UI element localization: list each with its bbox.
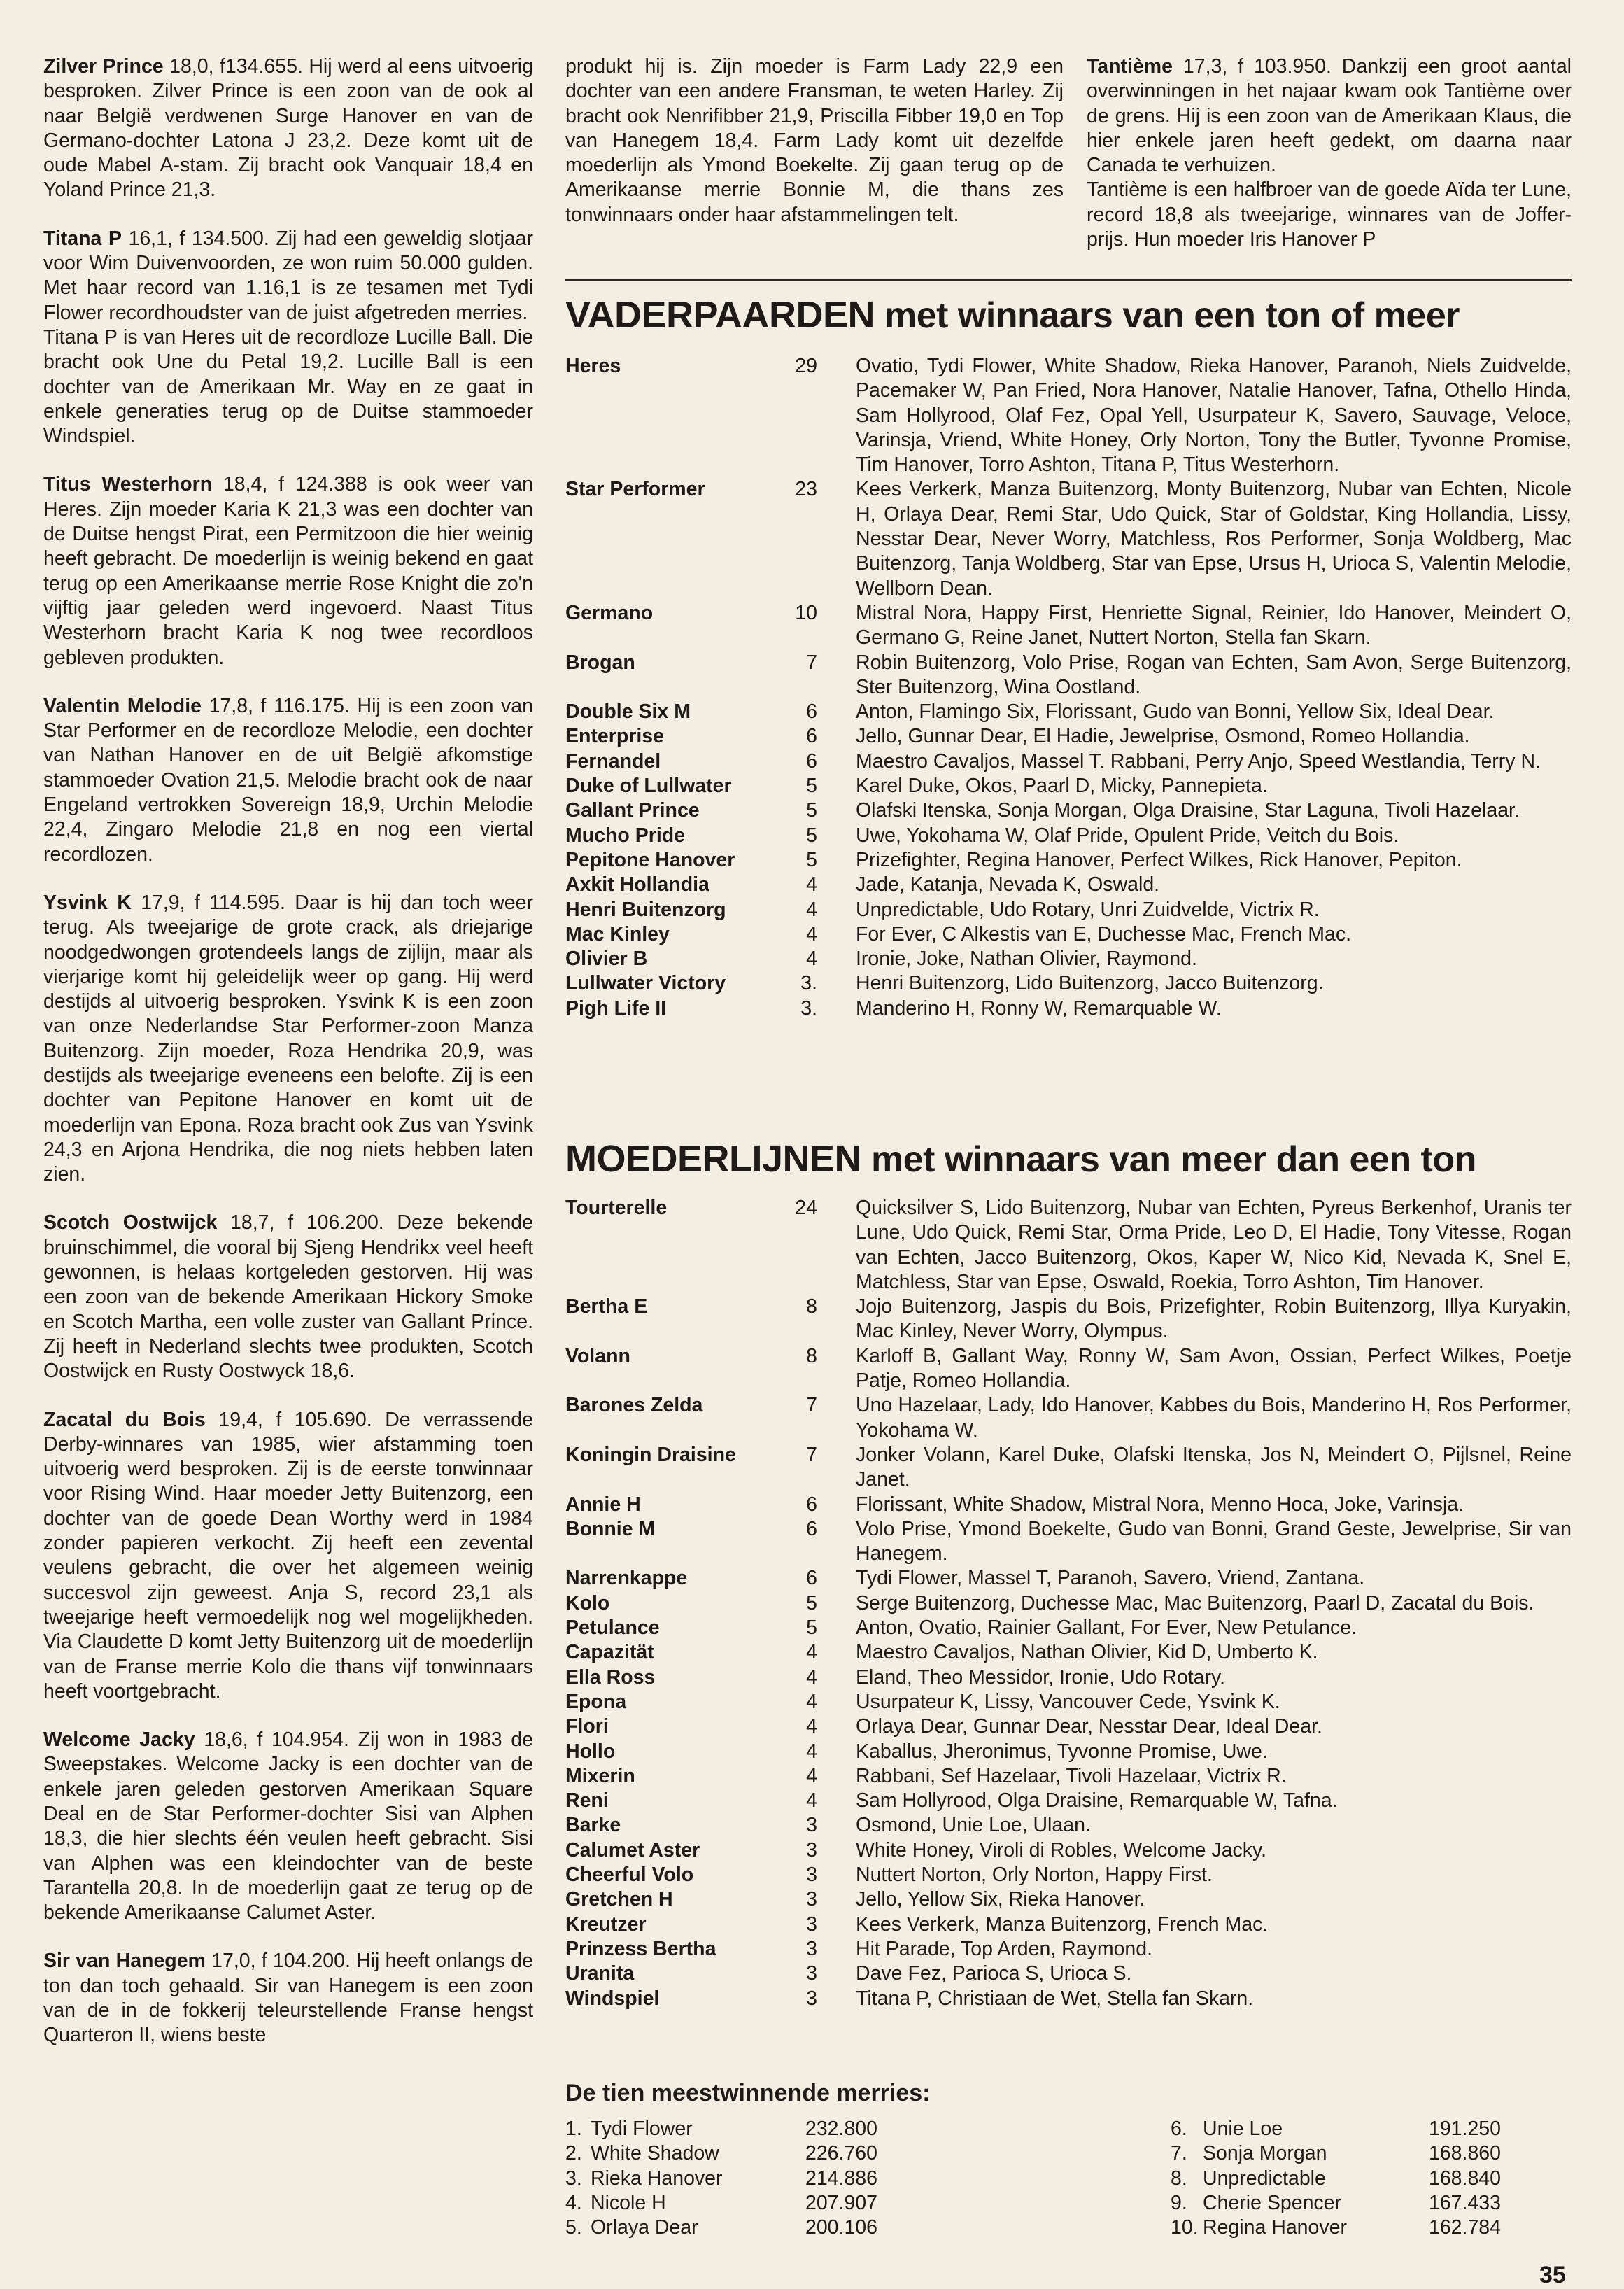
row-name: Henri Buitenzorg bbox=[565, 898, 726, 921]
table-row bbox=[565, 1740, 1572, 1764]
rank: 9. bbox=[1171, 2191, 1187, 2214]
sires-table bbox=[565, 354, 1572, 1021]
row-name: Prinzess Bertha bbox=[565, 1937, 716, 1960]
article-entry bbox=[43, 227, 533, 449]
row-name: Capazität bbox=[565, 1641, 654, 1664]
row-count: 6 bbox=[806, 725, 817, 748]
table-row bbox=[565, 1196, 1572, 1295]
row-name: Ella Ross bbox=[565, 1665, 656, 1689]
row-name: Hollo bbox=[565, 1740, 616, 1763]
top-ten-row bbox=[1171, 2141, 1501, 2166]
earnings: 200.106 bbox=[805, 2216, 877, 2239]
top-ten-row bbox=[1171, 2117, 1501, 2141]
row-count: 4 bbox=[806, 1665, 817, 1689]
earnings: 214.886 bbox=[805, 2167, 877, 2190]
row-winners: Anton, Flamingo Six, Florissant, Gudo van Bonni, Yellow Six, Ideal Dear. bbox=[856, 700, 1495, 724]
top-ten-row bbox=[1171, 2191, 1501, 2216]
earnings: 226.760 bbox=[805, 2142, 877, 2165]
horse-name: Titana P bbox=[43, 227, 122, 250]
row-count: 29 bbox=[795, 355, 817, 377]
row-count: 5 bbox=[806, 775, 817, 798]
row-count: 23 bbox=[795, 478, 817, 501]
rank: 3. bbox=[565, 2167, 582, 2190]
paragraph: Tantième is een halfbroer van de goede Aïda ter Lune, record 18,8 als tweejarige, winnares van de Joffer-prijs. Hun moeder Iris Hanover P bbox=[1087, 178, 1572, 251]
table-row bbox=[565, 651, 1572, 700]
row-count: 5 bbox=[806, 848, 817, 871]
earnings: 191.250 bbox=[1428, 2118, 1501, 2140]
row-name: Uranita bbox=[565, 1962, 635, 1985]
row-name: Cheerful Volo bbox=[565, 1864, 694, 1887]
row-winners: Volo Prise, Ymond Boekelte, Gudo van Bonni, Grand Geste, Jewelprise, Sir van Hanegem. bbox=[856, 1517, 1572, 1565]
row-name: Mac Kinley bbox=[565, 922, 670, 945]
row-count: 4 bbox=[806, 922, 817, 945]
row-count: 3 bbox=[806, 1838, 817, 1861]
table-row bbox=[565, 1962, 1572, 1986]
row-name: Barke bbox=[565, 1814, 621, 1837]
row-name: Gretchen H bbox=[565, 1888, 673, 1911]
row-winners: Manderino H, Ronny W, Remarquable W. bbox=[856, 996, 1222, 1020]
mare-name: Orlaya Dear bbox=[591, 2216, 698, 2239]
mare-name: Sonja Morgan bbox=[1203, 2142, 1327, 2165]
row-count: 4 bbox=[806, 948, 817, 971]
table-row bbox=[565, 1493, 1572, 1517]
table-row bbox=[565, 749, 1572, 774]
table-row bbox=[565, 1838, 1572, 1863]
top-ten-list-right bbox=[1171, 2117, 1501, 2240]
table-row bbox=[565, 898, 1572, 922]
row-winners: Usurpateur K, Lissy, Vancouver Cede, Ysvink K. bbox=[856, 1690, 1280, 1713]
row-winners: Olafski Itenska, Sonja Morgan, Olga Draisine, Star Laguna, Tivoli Hazelaar. bbox=[856, 799, 1520, 822]
table-row bbox=[565, 873, 1572, 897]
table-row bbox=[565, 1665, 1572, 1690]
entry-text: 16,1, f 134.500. Zij had een geweldig slotjaar voor Wim Duivenvoorden, ze won ruim 50.000 gulden. Met haar record van 1.16,1 is ze tesamen met Tydi Flower recordhoudster van de juist afgetreden merries. bbox=[43, 227, 533, 324]
row-name: Enterprise bbox=[565, 725, 664, 748]
table-row bbox=[565, 922, 1572, 947]
row-count: 3 bbox=[806, 1937, 817, 1960]
row-name: Windspiel bbox=[565, 1987, 660, 2010]
paragraph bbox=[43, 694, 533, 867]
paragraph bbox=[43, 1728, 533, 1925]
row-winners: Dave Fez, Parioca S, Urioca S. bbox=[856, 1962, 1132, 1985]
row-name: Kolo bbox=[565, 1591, 610, 1614]
row-count: 6 bbox=[806, 700, 817, 724]
row-winners: Prizefighter, Regina Hanover, Perfect Wilkes, Rick Hanover, Pepiton. bbox=[856, 848, 1462, 871]
earnings: 167.433 bbox=[1428, 2191, 1501, 2214]
mare-name: Cherie Spencer bbox=[1203, 2191, 1342, 2214]
row-name: Reni bbox=[565, 1789, 609, 1812]
heading-rest: met winnaars van meer dan een ton bbox=[861, 1139, 1476, 1180]
row-winners: Anton, Ovatio, Rainier Gallant, For Ever, New Petulance. bbox=[856, 1617, 1357, 1640]
row-winners: Nuttert Norton, Orly Norton, Happy First. bbox=[856, 1864, 1213, 1887]
rank: 5. bbox=[565, 2216, 582, 2239]
row-winners: Quicksilver S, Lido Buitenzorg, Nubar van Echten, Pyreus Berkenhof, Uranis ter Lune, Udo Quick, Remi Star, Orma Pride, Leo D, El Hadie, Tony Vitesse, Rogan van Echten, Jacco Buitenzorg, Okos, Kaper W, Nico Kid, Nevada K, Snel E, Matchless, Star van Epse, Oswald, Roekia, Torro Ashton, Tim Hanover. bbox=[856, 1197, 1572, 1293]
row-winners: Kees Verkerk, Manza Buitenzorg, French Mac. bbox=[856, 1913, 1269, 1936]
row-winners: Ovatio, Tydi Flower, White Shadow, Rieka Hanover, Paranoh, Niels Zuidvelde, Pacemaker W, Pan Fried, Nora Hanover, Natalie Hanover, Tafna, Othello Hinda, Sam Hollyrood, Olaf Fez, Opal Yell, Usurpateur K, Savero, Sauvage, Veloce, Varinsja, Vriend, White Honey, Orly Norton, Tony the Butler, Tyvonne Promise, Tim Hanover, Torro Ashton, Titana P, Titus Westerhorn. bbox=[856, 355, 1572, 477]
row-name: Duke of Lullwater bbox=[565, 775, 732, 798]
horse-name: Zacatal du Bois bbox=[43, 1408, 206, 1431]
row-count: 3 bbox=[806, 1962, 817, 1985]
top-ten-row bbox=[565, 2216, 877, 2240]
row-name: Volann bbox=[565, 1344, 630, 1367]
earnings: 232.800 bbox=[805, 2118, 877, 2140]
row-name: Calumet Aster bbox=[565, 1838, 700, 1861]
paragraph bbox=[43, 55, 533, 203]
row-name: Lullwater Victory bbox=[565, 972, 726, 995]
row-count: 5 bbox=[806, 824, 817, 847]
row-count: 24 bbox=[795, 1197, 817, 1219]
row-winners: Karel Duke, Okos, Paarl D, Micky, Pannepieta. bbox=[856, 775, 1268, 798]
row-count: 3. bbox=[800, 972, 817, 995]
table-row bbox=[565, 947, 1572, 971]
row-name: Bertha E bbox=[565, 1295, 648, 1318]
heading-caps: MOEDERLIJNEN bbox=[565, 1138, 862, 1180]
earnings: 207.907 bbox=[805, 2191, 877, 2214]
row-winners: Eland, Theo Messidor, Ironie, Udo Rotary. bbox=[856, 1665, 1226, 1689]
section-divider bbox=[565, 279, 1572, 281]
article-entry bbox=[43, 472, 533, 670]
row-name: Annie H bbox=[565, 1493, 641, 1516]
earnings: 168.840 bbox=[1428, 2167, 1501, 2190]
row-name: Narrenkappe bbox=[565, 1567, 688, 1590]
paragraph bbox=[43, 891, 533, 1188]
table-row bbox=[565, 1937, 1572, 1962]
row-winners: Jojo Buitenzorg, Jaspis du Bois, Prizefighter, Robin Buitenzorg, Illya Kuryakin, Mac Kinley, Never Worry, Olympus. bbox=[856, 1295, 1572, 1343]
article-entry bbox=[43, 1211, 533, 1383]
row-winners: Henri Buitenzorg, Lido Buitenzorg, Jacco Buitenzorg. bbox=[856, 972, 1324, 995]
paragraph bbox=[43, 1211, 533, 1383]
row-count: 7 bbox=[806, 1443, 817, 1466]
row-count: 3 bbox=[806, 1888, 817, 1911]
row-name: Barones Zelda bbox=[565, 1394, 703, 1417]
row-name: Germano bbox=[565, 601, 654, 624]
row-count: 3 bbox=[806, 1913, 817, 1936]
paragraph bbox=[1087, 55, 1572, 178]
row-count: 4 bbox=[806, 1715, 817, 1738]
table-row bbox=[565, 700, 1572, 724]
article-entry bbox=[43, 1949, 533, 2048]
row-winners: Karloff B, Gallant Way, Ronny W, Sam Avon, Ossian, Perfect Wilkes, Poetje Patje, Romeo Hollandia. bbox=[856, 1344, 1572, 1393]
table-row bbox=[565, 971, 1572, 996]
row-name: Double Six M bbox=[565, 700, 691, 724]
horse-name: Scotch Oostwijck bbox=[43, 1211, 218, 1234]
rank: 6. bbox=[1171, 2118, 1187, 2140]
row-name: Brogan bbox=[565, 651, 635, 674]
horse-name: Tantième bbox=[1087, 55, 1173, 78]
horse-name: Welcome Jacky bbox=[43, 1728, 195, 1752]
mare-name: Rieka Hanover bbox=[591, 2167, 723, 2190]
row-count: 7 bbox=[806, 1394, 817, 1417]
rank: 7. bbox=[1171, 2142, 1187, 2165]
row-count: 3 bbox=[806, 1987, 817, 2010]
table-row bbox=[565, 1295, 1572, 1344]
earnings: 168.860 bbox=[1428, 2142, 1501, 2165]
table-row bbox=[565, 1690, 1572, 1714]
row-name: Heres bbox=[565, 355, 621, 377]
row-winners: For Ever, C Alkestis van E, Duchesse Mac, French Mac. bbox=[856, 922, 1351, 945]
row-winners: Osmond, Unie Loe, Ulaan. bbox=[856, 1814, 1091, 1837]
row-winners: Hit Parade, Top Arden, Raymond. bbox=[856, 1937, 1153, 1960]
table-row bbox=[565, 1987, 1572, 2011]
rank: 2. bbox=[565, 2142, 582, 2165]
mare-name: Unie Loe bbox=[1203, 2118, 1283, 2140]
mare-name: White Shadow bbox=[591, 2142, 719, 2165]
row-name: Koningin Draisine bbox=[565, 1443, 736, 1466]
row-winners: Jonker Volann, Karel Duke, Olafski Itenska, Jos N, Meindert O, Pijlsnel, Reine Janet. bbox=[856, 1443, 1572, 1491]
row-count: 4 bbox=[806, 1740, 817, 1763]
damlines-table bbox=[565, 1196, 1572, 2011]
table-row bbox=[565, 1640, 1572, 1665]
row-count: 3 bbox=[806, 1814, 817, 1837]
row-winners: Tydi Flower, Massel T, Paranoh, Savero, Vriend, Zantana. bbox=[856, 1567, 1365, 1590]
table-row bbox=[565, 1789, 1572, 1813]
row-count: 8 bbox=[806, 1295, 817, 1318]
table-row bbox=[565, 848, 1572, 873]
row-name: Star Performer bbox=[565, 478, 705, 501]
table-row bbox=[565, 1344, 1572, 1394]
tantieme-entry bbox=[1087, 55, 1572, 252]
paragraph bbox=[43, 227, 533, 325]
continuation-text-middle bbox=[565, 55, 1064, 227]
table-row bbox=[565, 1887, 1572, 1912]
row-count: 6 bbox=[806, 1493, 817, 1516]
row-count: 6 bbox=[806, 1517, 817, 1540]
sires-heading bbox=[565, 294, 1460, 337]
row-count: 5 bbox=[806, 1617, 817, 1640]
row-name: Mixerin bbox=[565, 1764, 635, 1787]
row-count: 6 bbox=[806, 749, 817, 773]
mare-name: Unpredictable bbox=[1203, 2167, 1326, 2190]
row-winners: Ironie, Joke, Nathan Olivier, Raymond. bbox=[856, 948, 1197, 971]
row-winners: Uno Hazelaar, Lady, Ido Hanover, Kabbes du Bois, Manderino H, Ros Performer, Yokohama W. bbox=[856, 1394, 1572, 1442]
horse-name: Titus Westerhorn bbox=[43, 473, 213, 496]
row-winners: Sam Hollyrood, Olga Draisine, Remarquable W, Tafna. bbox=[856, 1789, 1338, 1812]
row-name: Olivier B bbox=[565, 948, 648, 971]
row-winners: Robin Buitenzorg, Volo Prise, Rogan van Echten, Sam Avon, Serge Buitenzorg, Ster Buitenzorg, Wina Oostland. bbox=[856, 651, 1572, 698]
top-ten-row bbox=[565, 2167, 877, 2191]
row-count: 4 bbox=[806, 1764, 817, 1787]
row-winners: Serge Buitenzorg, Duchesse Mac, Mac Buitenzorg, Paarl D, Zacatal du Bois. bbox=[856, 1591, 1534, 1614]
article-entry bbox=[43, 694, 533, 867]
row-count: 5 bbox=[806, 1591, 817, 1614]
row-name: Flori bbox=[565, 1715, 609, 1738]
row-count: 3 bbox=[806, 1864, 817, 1887]
table-row bbox=[565, 1591, 1572, 1616]
entry-text: 18,0, f134.655. Hij werd al eens uitvoerig besproken. Zilver Prince is een zoon van de ook al naar België verdwenen Surge Hanover en van de Germano-dochter Latona J 23,2. Deze komt uit de oude Mabel A-stam. Zij bracht ook Vanquair 18,4 en Yoland Prince 21,3. bbox=[43, 55, 533, 202]
entry-text: 19,4, f 105.690. De verrassende Derby-winnares van 1985, wier afstamming toen uitvoerig werd besproken. Zij is de eerste tonwinnaar voor Rising Wind. Haar moeder Jetty Buitenzorg, een dochter van de goede Dean Worthy werd in 1984 zonder papieren verkocht. Zij heeft een zevental veulens gebracht, die over het algemeen weinig succesvol zijn geweest. Anja S, record 23,1 als tweejarige heeft vermoedelijk nog wel mogelijkheden. Via Claudette D komt Jetty Buitenzorg uit de moederlijn van de Franse merrie Kolo die thans vijf tonwinnaars heeft voortgebracht. bbox=[43, 1408, 533, 1703]
top-ten-heading: De tien meestwinnende merries: bbox=[565, 2080, 931, 2106]
heading-caps: VADERPAARDEN bbox=[565, 294, 875, 336]
table-row bbox=[565, 1863, 1572, 1887]
row-winners: Maestro Cavaljos, Nathan Olivier, Kid D, Umberto K. bbox=[856, 1641, 1318, 1664]
row-count: 8 bbox=[806, 1344, 817, 1367]
table-row bbox=[565, 1566, 1572, 1591]
article-entry bbox=[43, 1728, 533, 1925]
table-row bbox=[565, 1616, 1572, 1640]
row-winners: Uwe, Yokohama W, Olaf Pride, Opulent Pride, Veitch du Bois. bbox=[856, 824, 1399, 847]
row-winners: Jello, Yellow Six, Rieka Hanover. bbox=[856, 1888, 1145, 1911]
article-entry bbox=[43, 55, 533, 203]
mare-name: Regina Hanover bbox=[1203, 2216, 1347, 2239]
paragraph bbox=[43, 1408, 533, 1705]
heading-rest: met winnaars van een ton of meer bbox=[875, 295, 1460, 336]
row-count: 4 bbox=[806, 898, 817, 921]
table-row bbox=[565, 774, 1572, 798]
top-ten-row bbox=[565, 2117, 877, 2141]
table-row bbox=[565, 724, 1572, 749]
rank: 10. bbox=[1171, 2216, 1199, 2239]
row-count: 5 bbox=[806, 799, 817, 822]
row-count: 3. bbox=[800, 996, 817, 1020]
damlines-heading bbox=[565, 1138, 1476, 1181]
row-name: Kreutzer bbox=[565, 1913, 647, 1936]
earnings: 162.784 bbox=[1428, 2216, 1501, 2239]
top-ten-row bbox=[1171, 2167, 1501, 2191]
article-entry bbox=[43, 891, 533, 1188]
row-name: Tourterelle bbox=[565, 1197, 668, 1219]
article-entry bbox=[43, 1408, 533, 1705]
row-name: Pepitone Hanover bbox=[565, 848, 735, 871]
row-winners: Kees Verkerk, Manza Buitenzorg, Monty Buitenzorg, Nubar van Echten, Nicole H, Orlaya Dear, Remi Star, Udo Quick, Star of Goldstar, King Hollandia, Lissy, Nesstar Dear, Never Worry, Matchless, Ros Performer, Sonja Woldberg, Mac Buitenzorg, Tanja Woldberg, Star van Epse, Ursus H, Urioca S, Valentin Melodie, Wellborn Dean. bbox=[856, 478, 1572, 600]
horse-name: Sir van Hanegem bbox=[43, 1950, 206, 1973]
row-winners: White Honey, Viroli di Robles, Welcome Jacky. bbox=[856, 1838, 1267, 1861]
entry-text: 17,8, f 116.175. Hij is een zoon van Star Performer en de recordloze Melodie, een dochter van Nathan Hanover en de uit België afkomstige stammoeder Ovation 21,5. Melodie bracht ook de naar Engeland vertrokken Sovereign 18,9, Urchin Melodie 22,4, Zingaro Melodie 21,8 en nog een viertal recordlozen. bbox=[43, 694, 534, 866]
entry-text: 18,7, f 106.200. Deze bekende bruinschimmel, die vooral bij Sjeng Hendrikx veel heeft gewonnen, is helaas kortgeleden gestorven. Hij was een zoon van de bekende Amerikaan Hickory Smoke en Scotch Martha, een volle zuster van Gallant Prince. Zij heeft in Nederland slechts twee produkten, Scotch Oostwijck en Rusty Oostwyck 18,6. bbox=[43, 1211, 533, 1383]
row-name: Epona bbox=[565, 1690, 627, 1713]
row-winners: Orlaya Dear, Gunnar Dear, Nesstar Dear, Ideal Dear. bbox=[856, 1715, 1322, 1738]
entry-text: 17,9, f 114.595. Daar is hij dan toch weer terug. Als tweejarige de grote crack, als driejarige noodgedwongen grotendeels langs de zijlijn, maar als vierjarige komt hij geleidelijk weer op gang. Hij werd destijds al uitvoerig besproken. Ysvink K is een zoon van onze Nederlandse Star Performer-zoon Manza Buitenzorg. Zijn moeder, Roza Hendrika 20,9, was destijds als tweejarige eveneens een belofte. Zij is een dochter van Pepitone Hanover en komt uit de moederlijn van Epona. Roza bracht ook Zus van Ysvink 24,3 en Arjona Hendrika, die nog niets hebben laten zien. bbox=[43, 891, 533, 1186]
table-row bbox=[565, 1764, 1572, 1789]
top-ten-list-left bbox=[565, 2117, 877, 2240]
left-column bbox=[43, 55, 533, 2072]
rank: 8. bbox=[1171, 2167, 1187, 2190]
table-row bbox=[565, 1517, 1572, 1567]
top-ten-row bbox=[565, 2191, 877, 2216]
top-ten-row bbox=[1171, 2216, 1501, 2240]
table-row bbox=[565, 996, 1572, 1021]
row-name: Bonnie M bbox=[565, 1517, 656, 1540]
table-row bbox=[565, 1813, 1572, 1838]
row-count: 4 bbox=[806, 1789, 817, 1812]
row-name: Pigh Life II bbox=[565, 996, 667, 1020]
row-winners: Kaballus, Jheronimus, Tyvonne Promise, Uwe. bbox=[856, 1740, 1268, 1763]
mare-name: Tydi Flower bbox=[591, 2118, 693, 2140]
row-count: 6 bbox=[806, 1567, 817, 1590]
row-name: Gallant Prince bbox=[565, 799, 700, 822]
entry-text: 18,6, f 104.954. Zij won in 1983 de Sweepstakes. Welcome Jacky is een dochter van de enkele jaren geleden gestorven Amerikaan Square Deal en de Star Performer-dochter Sisi van Alphen 18,3, die hier slechts één veulen heeft gebracht. Sisi van Alphen was een kleindochter van de beste Tarantella 20,8. In de moederlijn gaat ze terug op de bekende Amerikaanse Calumet Aster. bbox=[43, 1728, 533, 1924]
paragraph: Titana P is van Heres uit de recordloze Lucille Ball. Die bracht ook Une du Petal 19,2. Lucille Ball is een dochter van de Amerikaan Mr. Way en ze gaat in enkele generaties terug op de Duitse stammoeder Windspiel. bbox=[43, 325, 533, 448]
table-row bbox=[565, 1913, 1572, 1937]
table-row bbox=[565, 798, 1572, 823]
row-winners: Unpredictable, Udo Rotary, Unri Zuidvelde, Victrix R. bbox=[856, 898, 1320, 921]
table-row bbox=[565, 601, 1572, 651]
row-winners: Jade, Katanja, Nevada K, Oswald. bbox=[856, 873, 1160, 896]
table-row bbox=[565, 354, 1572, 477]
row-name: Petulance bbox=[565, 1617, 660, 1640]
page-number: 35 bbox=[1539, 2262, 1566, 2288]
table-row bbox=[565, 1443, 1572, 1493]
row-count: 4 bbox=[806, 1690, 817, 1713]
rank: 4. bbox=[565, 2191, 582, 2214]
row-count: 4 bbox=[806, 1641, 817, 1664]
horse-name: Valentin Melodie bbox=[43, 694, 202, 717]
entry-text: 17,0, f 104.200. Hij heeft onlangs de ton dan toch gehaald. Sir van Hanegem is een zoon van de in de fokkerij teleurstellende Franse hengst Quarteron II, wiens beste bbox=[43, 1950, 533, 2047]
row-winners: Jello, Gunnar Dear, El Hadie, Jewelprise, Osmond, Romeo Hollandia. bbox=[856, 725, 1470, 748]
mare-name: Nicole H bbox=[591, 2191, 666, 2214]
horse-name: Ysvink K bbox=[43, 891, 132, 914]
paragraph: produkt hij is. Zijn moeder is Farm Lady 22,9 een dochter van een andere Fransman, te weten Harley. Zij bracht ook Nenrifibber 21,9, Priscilla Fibber 19,0 en Top van Hanegem 18,4. Farm Lady komt uit dezelfde moederlijn als Ymond Boekelte. Zij gaan terug op de Amerikaanse merrie Bonnie M, die thans zes tonwinnaars onder haar afstammelingen telt. bbox=[565, 55, 1064, 226]
row-winners: Titana P, Christiaan de Wet, Stella fan Skarn. bbox=[856, 1987, 1254, 2010]
row-winners: Rabbani, Sef Hazelaar, Tivoli Hazelaar, Victrix R. bbox=[856, 1764, 1287, 1787]
rank: 1. bbox=[565, 2118, 582, 2140]
row-count: 10 bbox=[795, 601, 817, 624]
table-row bbox=[565, 1393, 1572, 1443]
paragraph bbox=[43, 472, 533, 670]
row-count: 7 bbox=[806, 651, 817, 674]
table-row bbox=[565, 1714, 1572, 1739]
row-name: Axkit Hollandia bbox=[565, 873, 709, 896]
row-winners: Florissant, White Shadow, Mistral Nora, Menno Hoca, Joke, Varinsja. bbox=[856, 1493, 1464, 1516]
row-name: Fernandel bbox=[565, 749, 661, 773]
entry-text: 17,3, f 103.950. Dankzij een groot aantal overwinningen in het najaar kwam ook Tantième over de grens. Hij is een zoon van de Amerikaan Klaus, die hier enkele jaren heeft gedekt, om daarna naar Canada te verhuizen. bbox=[1087, 55, 1572, 177]
horse-name: Zilver Prince bbox=[43, 55, 164, 78]
table-row bbox=[565, 824, 1572, 848]
row-name: Mucho Pride bbox=[565, 824, 686, 847]
top-ten-row bbox=[565, 2141, 877, 2166]
row-winners: Mistral Nora, Happy First, Henriette Signal, Reinier, Ido Hanover, Meindert O, Germano G, Reine Janet, Nuttert Norton, Stella fan Skarn. bbox=[856, 601, 1572, 649]
entry-text: 18,4, f 124.388 is ook weer van Heres. Zijn moeder Karia K 21,3 was een dochter van de Duitse hengst Pirat, een Permitzoon die hier weinig heeft gebracht. De moederlijn is weinig bekend en gaat terug op een Amerikaanse merrie Rose Knight die zo'n vijftig jaar geleden werd ingevoerd. Naast Titus Westerhorn bracht Karia K nog twee recordloos gebleven produkten. bbox=[43, 473, 533, 669]
row-count: 4 bbox=[806, 873, 817, 896]
row-winners: Maestro Cavaljos, Massel T. Rabbani, Perry Anjo, Speed Westlandia, Terry N. bbox=[856, 749, 1541, 773]
paragraph bbox=[43, 1949, 533, 2048]
table-row bbox=[565, 477, 1572, 600]
